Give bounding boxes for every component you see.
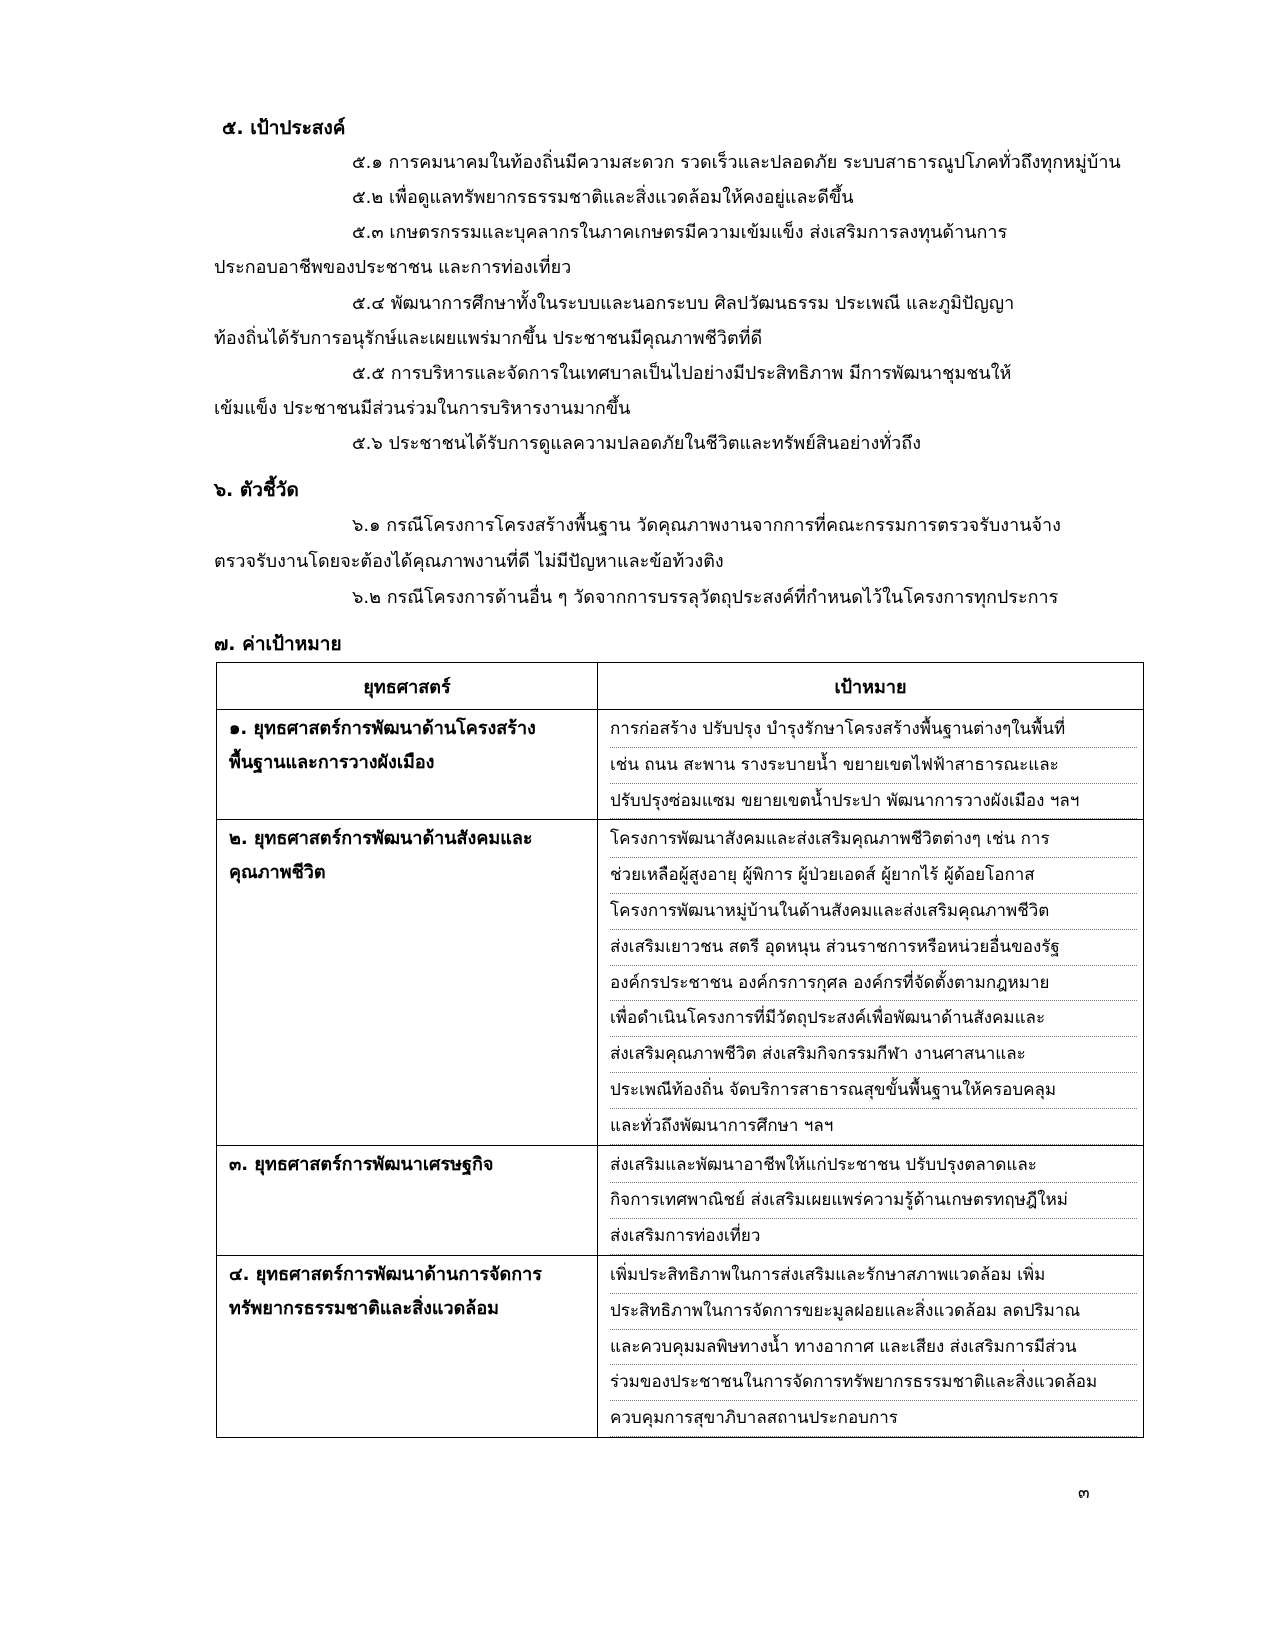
goal-line: ๕.๔ พัฒนาการศึกษาทั้งในระบบและนอกระบบ ศิลปวัฒนธรรม ประเพณี และภูมิปัญญา bbox=[352, 293, 1015, 314]
goal-line: ประกอบอาชีพของประชาชน และการท่องเที่ยว bbox=[214, 257, 572, 278]
target-cell bbox=[598, 1255, 1144, 1437]
target-text: ควบคุมการสุขาภิบาลสถานประกอบการ bbox=[610, 1401, 1137, 1437]
page-number: ๓ bbox=[1078, 1483, 1090, 1503]
target-cell bbox=[598, 710, 1144, 820]
target-text: โครงการพัฒนาสังคมและส่งเสริมคุณภาพชีวิตต่างๆ เช่น การ bbox=[610, 822, 1137, 858]
target-text: ปรับปรุงซ่อมแซม ขยายเขตน้ำประปา พัฒนาการวางผังเมือง ฯลฯ bbox=[610, 784, 1137, 820]
section-6-heading: ๖. ตัวชี้วัด bbox=[214, 479, 299, 501]
strategy-text: ๑. ยุทธศาสตร์การพัฒนาด้านโครงสร้าง bbox=[229, 718, 536, 739]
table-header-row bbox=[217, 663, 1144, 710]
strategy-text: คุณภาพชีวิต bbox=[229, 862, 326, 884]
strategy-text: พื้นฐานและการวางผังเมือง bbox=[229, 752, 435, 773]
column-header-strategy: ยุทธศาสตร์ bbox=[217, 663, 598, 710]
target-text: เช่น ถนน สะพาน รางระบายน้ำ ขยายเขตไฟฟ้าสาธารณะและ bbox=[610, 748, 1137, 784]
strategy-text: ๒. ยุทธศาสตร์การพัฒนาด้านสังคมและ bbox=[229, 828, 533, 850]
section-7-heading: ๗. ค่าเป้าหมาย bbox=[214, 633, 342, 655]
table-row bbox=[217, 1145, 1144, 1255]
target-text: ส่งเสริมการท่องเที่ยว bbox=[610, 1219, 1137, 1255]
target-text: การก่อสร้าง ปรับปรุง บำรุงรักษาโครงสร้างพื้นฐานต่างๆในพื้นที่ bbox=[610, 712, 1137, 748]
target-text: ส่งเสริมคุณภาพชีวิต ส่งเสริมกิจกรรมกีฬา งานศาสนาและ bbox=[610, 1037, 1137, 1073]
target-text: ส่งเสริมและพัฒนาอาชีพให้แก่ประชาชน ปรับปรุงตลาดและ bbox=[610, 1148, 1137, 1184]
strategy-cell bbox=[217, 1255, 598, 1437]
target-cell bbox=[598, 820, 1144, 1145]
target-text: และควบคุมมลพิษทางน้ำ ทางอากาศ และเสียง ส่งเสริมการมีส่วน bbox=[610, 1330, 1137, 1366]
target-text: และทั่วถึงพัฒนาการศึกษา ฯลฯ bbox=[610, 1109, 1137, 1145]
target-text: ส่งเสริมเยาวชน สตรี อุดหนุน ส่วนราชการหรือหน่วยอื่นของรัฐ bbox=[610, 930, 1137, 966]
goal-line: ๕.๑ การคมนาคมในท้องถิ่นมีความสะดวก รวดเร็วและปลอดภัย ระบบสาธารณูปโภคทั่วถึงทุกหมู่บ้าน bbox=[352, 152, 1121, 173]
column-header-target: เป้าหมาย bbox=[598, 663, 1144, 710]
target-text: ประเพณีท้องถิ่น จัดบริการสาธารณสุขขั้นพื้นฐานให้ครอบคลุม bbox=[610, 1073, 1137, 1109]
table-row bbox=[217, 820, 1144, 1145]
table-row bbox=[217, 1255, 1144, 1437]
target-text: กิจการเทศพาณิชย์ ส่งเสริมเผยแพร่ความรู้ด้านเกษตรทฤษฎีใหม่ bbox=[610, 1183, 1137, 1219]
section-5-heading: ๕. เป้าประสงค์ bbox=[222, 117, 346, 139]
goal-line: ๕.๓ เกษตรกรรมและบุคลากรในภาคเกษตรมีความเข้มแข็ง ส่งเสริมการลงทุนด้านการ bbox=[352, 222, 1008, 243]
strategy-cell bbox=[217, 710, 598, 820]
strategy-text: ๔. ยุทธศาสตร์การพัฒนาด้านการจัดการ bbox=[229, 1263, 542, 1285]
strategy-text: ทรัพยากรธรรมชาติและสิ่งแวดล้อม bbox=[229, 1297, 499, 1319]
target-cell bbox=[598, 1145, 1144, 1255]
goal-line: ๕.๖ ประชาชนได้รับการดูแลความปลอดภัยในชีวิตและทรัพย์สินอย่างทั่วถึง bbox=[352, 433, 921, 454]
goal-line: ๕.๒ เพื่อดูแลทรัพยากรธรรมชาติและสิ่งแวดล้อมให้คงอยู่และดีขึ้น bbox=[352, 187, 854, 208]
strategy-cell bbox=[217, 1145, 598, 1255]
target-text: ร่วมของประชาชนในการจัดการทรัพยากรธรรมชาติและสิ่งแวดล้อม bbox=[610, 1365, 1137, 1401]
goal-line: ๕.๕ การบริหารและจัดการในเทศบาลเป็นไปอย่างมีประสิทธิภาพ มีการพัฒนาชุมชนให้ bbox=[352, 363, 1012, 384]
target-text: ช่วยเหลือผู้สูงอายุ ผู้พิการ ผู้ป่วยเอดส์ ผู้ยากไร้ ผู้ด้อยโอกาส bbox=[610, 858, 1137, 894]
goal-line: เข้มแข็ง ประชาชนมีส่วนร่วมในการบริหารงานมากขึ้น bbox=[214, 398, 631, 419]
target-text: เพื่อดำเนินโครงการที่มีวัตถุประสงค์เพื่อพัฒนาด้านสังคมและ bbox=[610, 1001, 1137, 1037]
target-text: ประสิทธิภาพในการจัดการขยะมูลฝอยและสิ่งแวดล้อม ลดปริมาณ bbox=[610, 1294, 1137, 1330]
target-text: เพิ่มประสิทธิภาพในการส่งเสริมและรักษาสภาพแวดล้อม เพิ่ม bbox=[610, 1258, 1137, 1294]
target-text: โครงการพัฒนาหมู่บ้านในด้านสังคมและส่งเสริมคุณภาพชีวิต bbox=[610, 894, 1137, 930]
indicator-line: ๖.๒ กรณีโครงการด้านอื่น ๆ วัดจากการบรรลุวัตถุประสงค์ที่กำหนดไว้ในโครงการทุกประการ bbox=[352, 587, 1059, 608]
goal-line: ท้องถิ่นได้รับการอนุรักษ์และเผยแพร่มากขึ้น ประชาชนมีคุณภาพชีวิตที่ดี bbox=[214, 328, 763, 349]
indicator-line: ตรวจรับงานโดยจะต้องได้คุณภาพงานที่ดี ไม่มีปัญหาและข้อท้วงติง bbox=[214, 551, 724, 572]
table-row bbox=[217, 710, 1144, 820]
target-table-container bbox=[216, 662, 1143, 1438]
strategy-cell bbox=[217, 820, 598, 1145]
strategy-text: ๓. ยุทธศาสตร์การพัฒนาเศรษฐกิจ bbox=[229, 1153, 494, 1175]
target-text: องค์กรประชาชน องค์กรการกุศล องค์กรที่จัดตั้งตามกฎหมาย bbox=[610, 966, 1137, 1002]
indicator-line: ๖.๑ กรณีโครงการโครงสร้างพื้นฐาน วัดคุณภาพงานจากการที่คณะกรรมการตรวจรับงานจ้าง bbox=[352, 515, 1061, 536]
target-table bbox=[216, 662, 1144, 1438]
